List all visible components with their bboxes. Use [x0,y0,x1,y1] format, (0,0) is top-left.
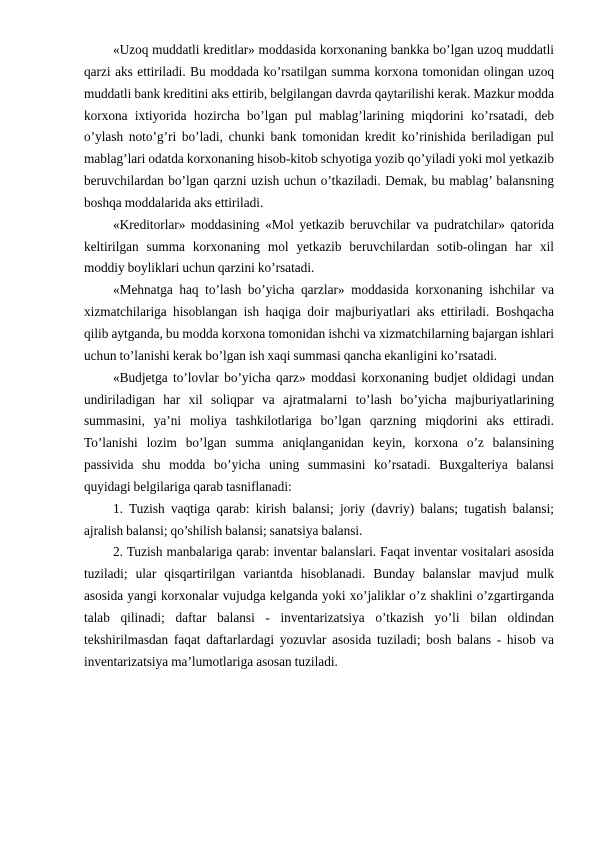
paragraph-wage-debts: «Mehnatga haq to’lash bo’yicha qarzlar» moddasida korxonaning ishchilar va xizmatchilariga hisoblangan ish haqiga doir majburiyatlari aks ettiriladi. Boshqacha qilib aytganda, bu modda korxona tomonidan ishchi va xizmatchilarning bajargan ishlari uchun to’lanishi kerak bo’lgan ish xaqi summasi qancha ekanligini ko’rsatadi. [84,282,554,363]
paragraph-long-term-credits: «Uzoq muddatli kreditlar» moddasida korxonaning bankka bo’lgan uzoq muddatli qarzi aks ettiriladi. Bu moddada ko’rsatilgan summa korxona tomonidan olingan uzoq muddatli bank kreditini aks ettirib, belgilangan davrda qaytarilishi kerak. Mazkur modda korxona ixtiyorida hozircha bo’lgan pul mablag’larining miqdorini ko’rsatadi, deb o’ylash noto’g’ri bo’ladi, chunki bank tomonidan kredit ko’rinishida beriladigan pul mablag’lari odatda korxonaning hisob-kitob schyotiga yozib qo’yiladi yoki mol yetkazib beruvchilardan bo’lgan qarzni uzish uchun o’tkaziladi. Demak, bu mablag’ balansning boshqa moddalarida aks ettiriladi. [84,42,554,210]
paragraph-classification-by-time: 1. Tuzish vaqtiga qarab: kirish balansi; joriy (davriy) balans; tugatish balansi; ajralish balansi; qo’shilish balansi; sanatsiya balansi. [84,500,554,538]
paragraph-creditors: «Kreditorlar» moddasining «Mol yetkazib beruvchilar va pudratchilar» qatorida keltirilgan summa korxonaning mol yetkazib beruvchilardan sotib-olingan har xil moddiy boyliklari uchun qarzini ko’rsatadi. [84,216,554,276]
body-text [84,39,554,672]
paragraph-budget-debt: «Budjetga to’lovlar bo’yicha qarz» moddasi korxonaning budjet oldidagi undan undiriladigan har xil soliqpar va ajratmalarni to’lash bo’yicha majburiyatlarining summasini, ya’ni moliya tashkilotlariga bo’lgan qarzning miqdorini aks ettiradi. To’lanishi lozim bo’lgan summa aniqlanganidan keyin, korxona o’z balansining passivida shu modda bo’yicha uning summasini ko’rsatadi. Buxgalteriya balansi quyidagi belgilariga qarab tasniflanadi: [84,369,554,494]
paragraph-classification-by-source: 2. Tuzish manbalariga qarab: inventar balanslari. Faqat inventar vositalari asosida tuziladi; ular qisqartirilgan variantda hisoblanadi. Bunday balanslar mavjud mulk asosida yangi korxonalar vujudga kelganda yoki xo’jaliklar o’z shaklini o’zgartirganda talab qilinadi; daftar balansi - inventarizatsiya o’tkazish yo’li bilan oldindan tekshirilmasdan faqat daftarlardagi yozuvlar asosida tuziladi; bosh balans - hisob va inventarizatsiya ma’lumotlariga asosan tuziladi. [84,544,554,669]
